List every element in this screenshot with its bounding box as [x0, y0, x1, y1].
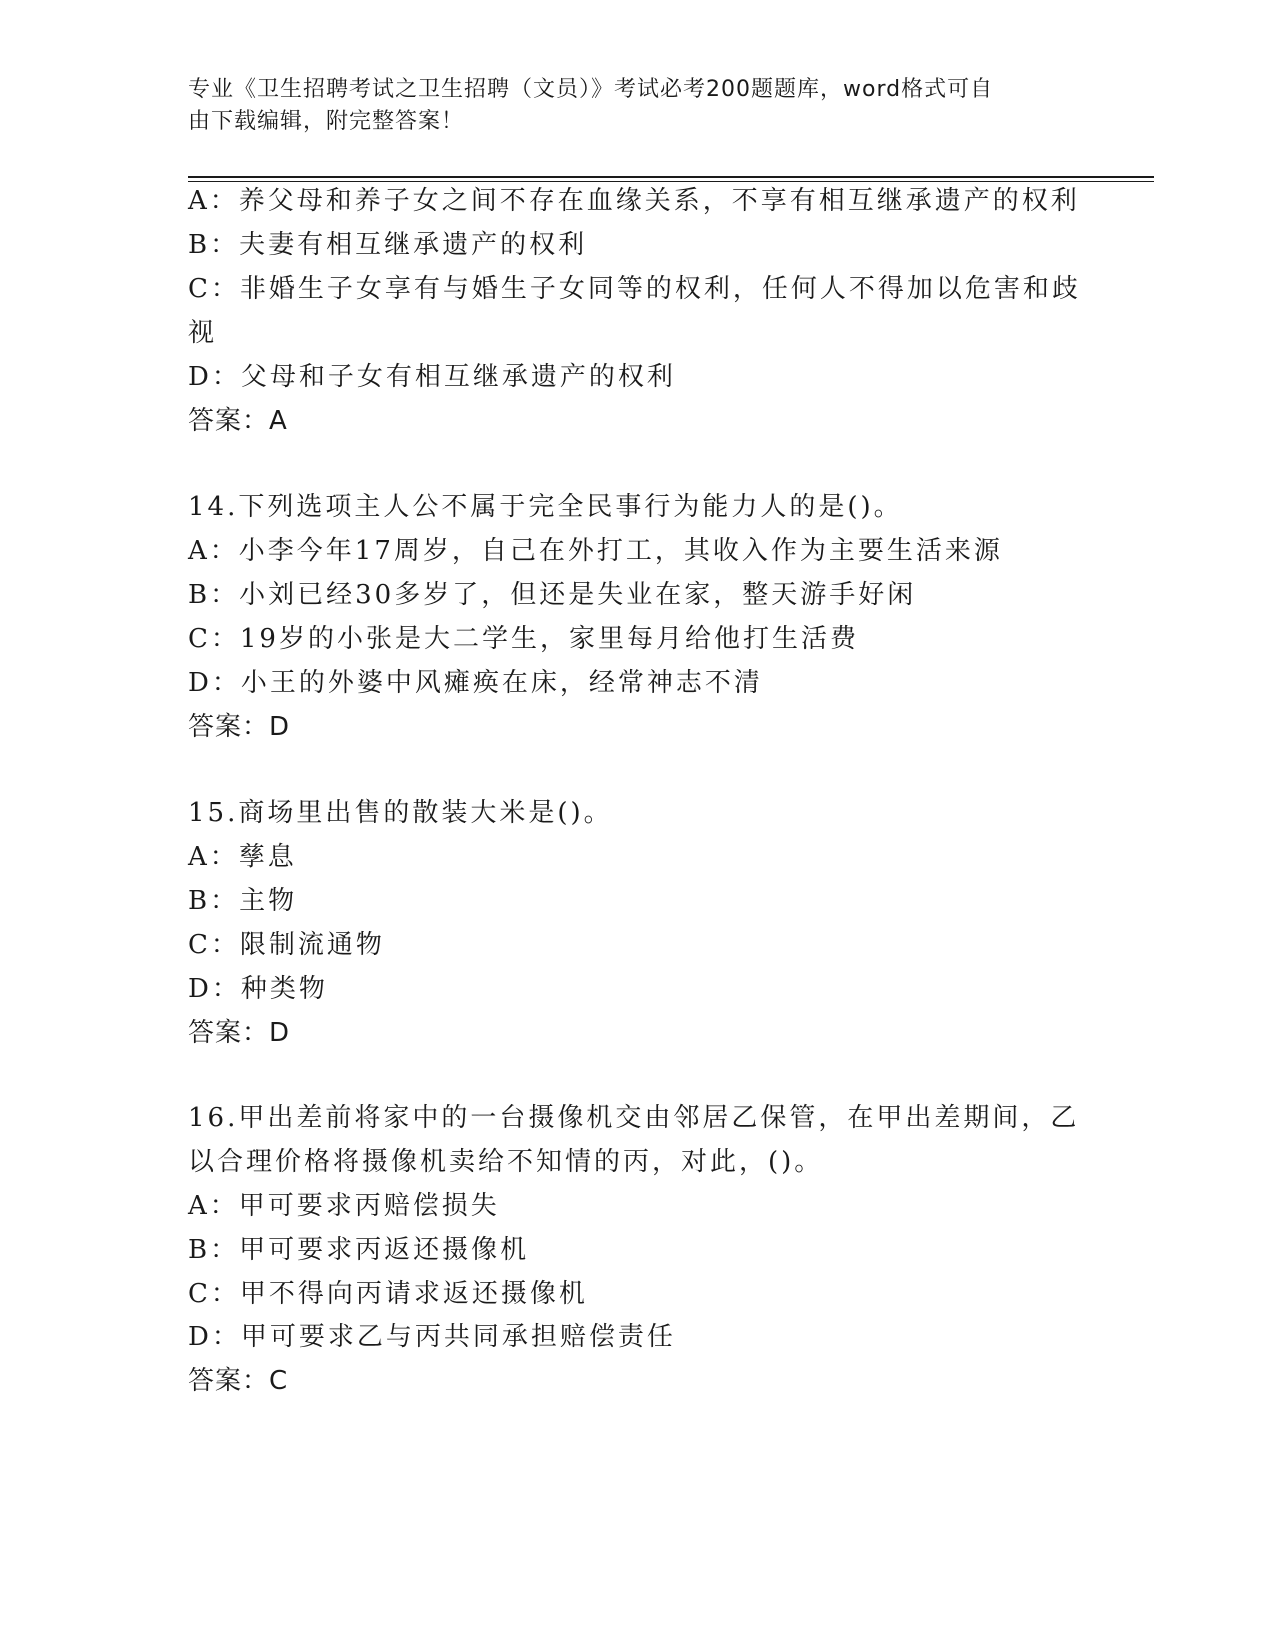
q14-stem: 14.下列选项主人公不属于完全民事行为能力人的是()。: [188, 492, 903, 522]
q13-option-c-continued: 视: [188, 318, 218, 348]
q16-stem-continued: 以合理价格将摄像机卖给不知情的丙，对此，()。: [188, 1147, 824, 1177]
q13-answer: 答案：A: [188, 406, 288, 436]
q15-option-c: C：限制流通物: [188, 930, 385, 960]
q14-option-d: D：小王的外婆中风瘫痪在床，经常神志不清: [188, 668, 763, 698]
q13-option-a: A：养父母和养子女之间不存在血缘关系，不享有相互继承遗产的权利: [188, 186, 1080, 216]
q14-option-c: C：19岁的小张是大二学生，家里每月给他打生活费: [188, 624, 859, 654]
q16-option-d: D：甲可要求乙与丙共同承担赔偿责任: [188, 1322, 676, 1352]
q16-option-c: C：甲不得向丙请求返还摄像机: [188, 1279, 588, 1309]
header-divider-thin: [188, 181, 1154, 182]
q15-option-d: D：种类物: [188, 974, 328, 1004]
header-line-1: 专业《卫生招聘考试之卫生招聘（文员）》考试必考200题题库，word格式可自: [188, 77, 994, 102]
q16-stem: 16.甲出差前将家中的一台摄像机交由邻居乙保管，在甲出差期间，乙: [188, 1103, 1080, 1133]
header-line-2: 由下载编辑，附完整答案！: [188, 109, 465, 134]
q14-option-a: A：小李今年17周岁，自己在外打工，其收入作为主要生活来源: [188, 536, 1003, 566]
q14-option-b: B：小刘已经30多岁了，但还是失业在家，整天游手好闲: [188, 580, 917, 610]
q16-option-b: B：甲可要求丙返还摄像机: [188, 1235, 530, 1265]
q13-option-d: D：父母和子女有相互继承遗产的权利: [188, 362, 676, 392]
q14-answer: 答案：D: [188, 712, 291, 742]
header-divider: [188, 176, 1154, 178]
q15-answer: 答案：D: [188, 1018, 291, 1048]
q16-option-a: A：甲可要求丙赔偿损失: [188, 1191, 500, 1221]
q16-answer: 答案：C: [188, 1366, 289, 1396]
q13-option-c: C：非婚生子女享有与婚生子女同等的权利，任何人不得加以危害和歧: [188, 274, 1081, 304]
q15-option-b: B：主物: [188, 886, 298, 916]
q15-stem: 15.商场里出售的散装大米是()。: [188, 798, 613, 828]
document-header: [188, 74, 1068, 138]
q13-option-b: B：夫妻有相互继承遗产的权利: [188, 230, 588, 260]
q15-option-a: A：孳息: [188, 842, 297, 872]
